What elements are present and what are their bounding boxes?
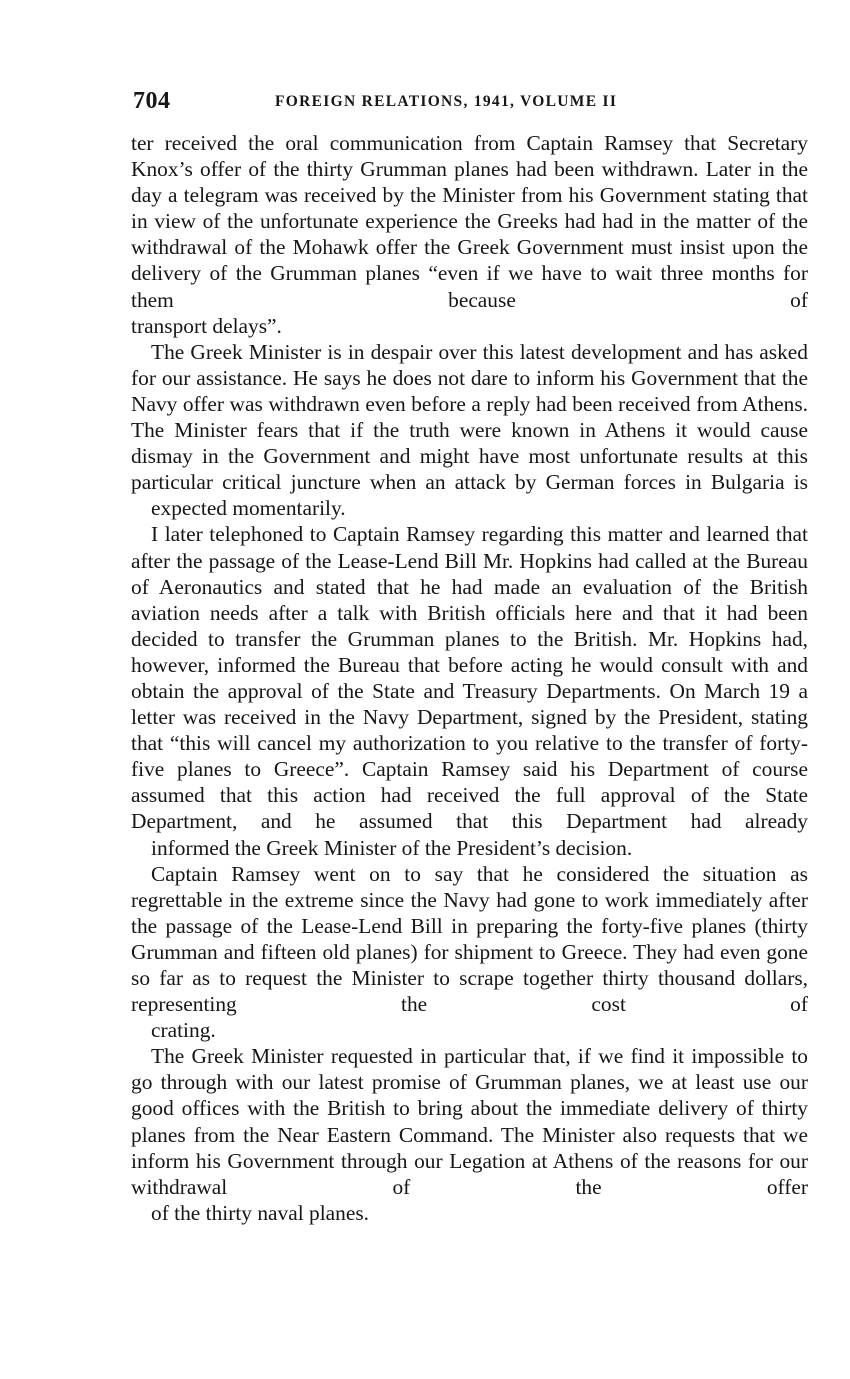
paragraph-5-last-line: of the thirty naval planes. (151, 1200, 370, 1225)
paragraph-4-text: Captain Ramsey went on to say that he considered the situation as regrettable in the extreme since the Navy had gone to work immediately after the passage of the Lease-Lend Bill in preparing the forty-five planes (thirty Grumman and fifteen old planes) for shipment to Greece. They had even gone so far as to request the Minister to scrape together thirty thousand dollars, representing the cost of (131, 861, 808, 1017)
paragraph-4 (131, 861, 808, 1044)
page-number: 704 (133, 88, 171, 114)
paragraph-1-text: ter received the oral communication from Captain Ramsey that Secretary Knox’s offer of the thirty Grumman planes had been withdrawn. Later in the day a telegram was received by the Minister from his Government stating that in view of the unfortunate experience the Greeks had had in the matter of the withdrawal of the Mohawk offer the Greek Government must insist upon the delivery of the Grumman planes “even if we have to wait three months for them because of (131, 131, 808, 312)
paragraph-5-text: The Greek Minister requested in particular that, if we find it impossible to go through with our latest promise of Grumman planes, we at least use our good offices with the British to bring about the immediate delivery of thirty planes from the Near Eastern Command. The Minister also requests that we inform his Government through our Legation at Athens of the reasons for our withdrawal of the offer (131, 1044, 808, 1199)
paragraph-3-text: I later telephoned to Captain Ramsey regarding this matter and learned that after the passage of the Lease-Lend Bill Mr. Hopkins had called at the Bureau of Aeronautics and stated that he had made an evaluation of the British aviation needs after a talk with British officials here and that it had been decided to transfer the Grumman planes to the British. Mr. Hopkins had, however, informed the Bureau that before acting he would consult with and obtain the approval of the State and Treasury Departments. On March 19 a letter was received in the Navy Department, signed by the President, stating that “this will cancel my authorization to you relative to the transfer of forty-five planes to Greece”. Captain Ramsey said his Department of course assumed that this action had received the full approval of the State Department, and he assumed that this Department had already (131, 522, 808, 834)
body-text (131, 130, 808, 1226)
paragraph-3 (131, 521, 808, 860)
paragraph-1 (131, 130, 808, 339)
paragraph-5 (131, 1043, 808, 1226)
paragraph-1-last-line: transport delays”. (131, 313, 282, 338)
running-head (133, 86, 805, 116)
running-title: FOREIGN RELATIONS, 1941, VOLUME II (275, 93, 618, 110)
paragraph-4-last-line: crating. (151, 1018, 216, 1043)
paragraph-2 (131, 339, 808, 522)
paragraph-2-last-line: expected momentarily. (151, 496, 346, 521)
paragraph-2-text: The Greek Minister is in despair over this latest development and has asked for our assistance. He says he does not dare to inform his Government that the Navy offer was withdrawn even before a reply had been received from Athens. The Minister fears that if the truth were known in Athens it would cause dismay in the Government and might have most unfortunate results at this particular critical juncture when an attack by German forces in Bulgaria is (131, 339, 808, 495)
paragraph-3-last-line: informed the Greek Minister of the President’s decision. (151, 835, 633, 860)
